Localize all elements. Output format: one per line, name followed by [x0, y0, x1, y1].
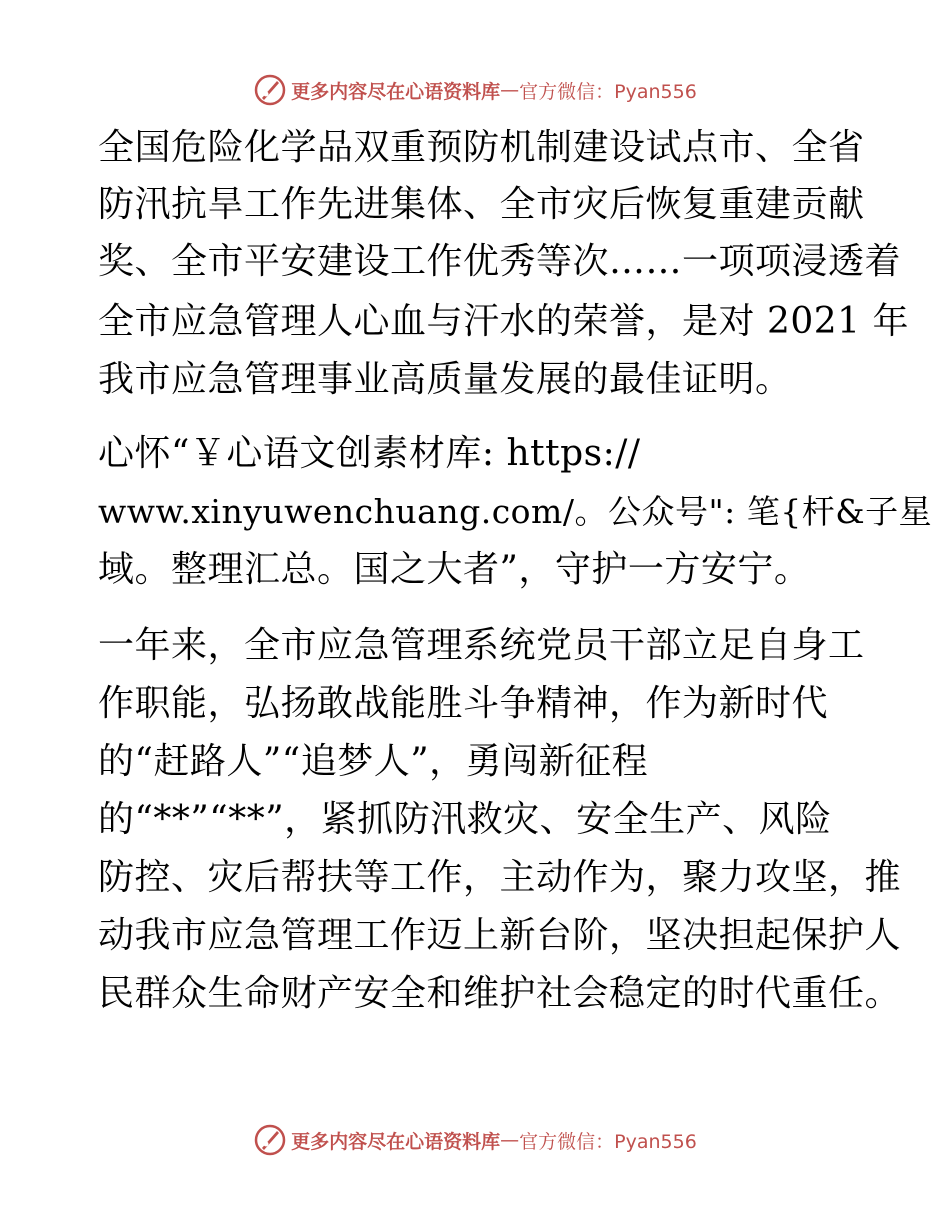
body-text-line: 域。整理汇总。国之大者”，守护一方安宁。 — [98, 549, 811, 590]
body-text-line: 一年来，全市应急管理系统党员干部立足自身工 — [98, 625, 865, 666]
body-text-line: 全国危险化学品双重预防机制建设试点市、全省 — [98, 127, 865, 168]
body-text-line: www.xinyuwenchuang.com/。公众号": 笔{杆&子星 — [98, 492, 933, 531]
body-text-line: 我市应急管理事业高质量发展的最佳证明。 — [98, 359, 792, 400]
body-text-line: 奖、全市平安建设工作优秀等次……一项项浸透着 — [98, 241, 902, 282]
body-text-line: 心怀“￥心语文创素材库: https:// — [98, 433, 641, 474]
watermark-wechat: 官方微信：Pyan556 — [519, 1130, 697, 1153]
watermark-text: 更多内容尽在心语资料库 — [291, 1130, 501, 1153]
body-text-line: 动我市应急管理工作迈上新台阶，坚决担起保护人 — [98, 915, 902, 956]
body-text-line: 的“**”“**”，紧抓防汛救灾、安全生产、风险 — [98, 799, 832, 840]
body-text-line: 防汛抗旱工作先进集体、全市灾后恢复重建贡献 — [98, 184, 865, 225]
watermark-wechat: 官方微信：Pyan556 — [519, 80, 697, 103]
body-text-line: 的“赶路人”“追梦人”，勇闯新征程 — [98, 741, 649, 782]
quill-pen-circle-icon — [253, 1123, 287, 1157]
body-text-line: 民群众生命财产安全和维护社会稳定的时代重任。 — [98, 973, 902, 1014]
watermark-text: 更多内容尽在心语资料库 — [291, 80, 501, 103]
quill-pen-circle-icon — [253, 73, 287, 107]
body-text-line: 全市应急管理人心血与汗水的荣誉，是对 2021 年 — [98, 301, 910, 342]
body-text-line: 作职能，弘扬敢战能胜斗争精神，作为新时代 — [98, 683, 829, 724]
body-text-line: 防控、灾后帮扶等工作，主动作为，聚力攻坚，推 — [98, 857, 902, 898]
watermark-separator: — — [500, 1129, 520, 1151]
header-watermark — [0, 70, 950, 110]
watermark-separator: — — [500, 79, 520, 101]
footer-watermark — [0, 1120, 950, 1160]
